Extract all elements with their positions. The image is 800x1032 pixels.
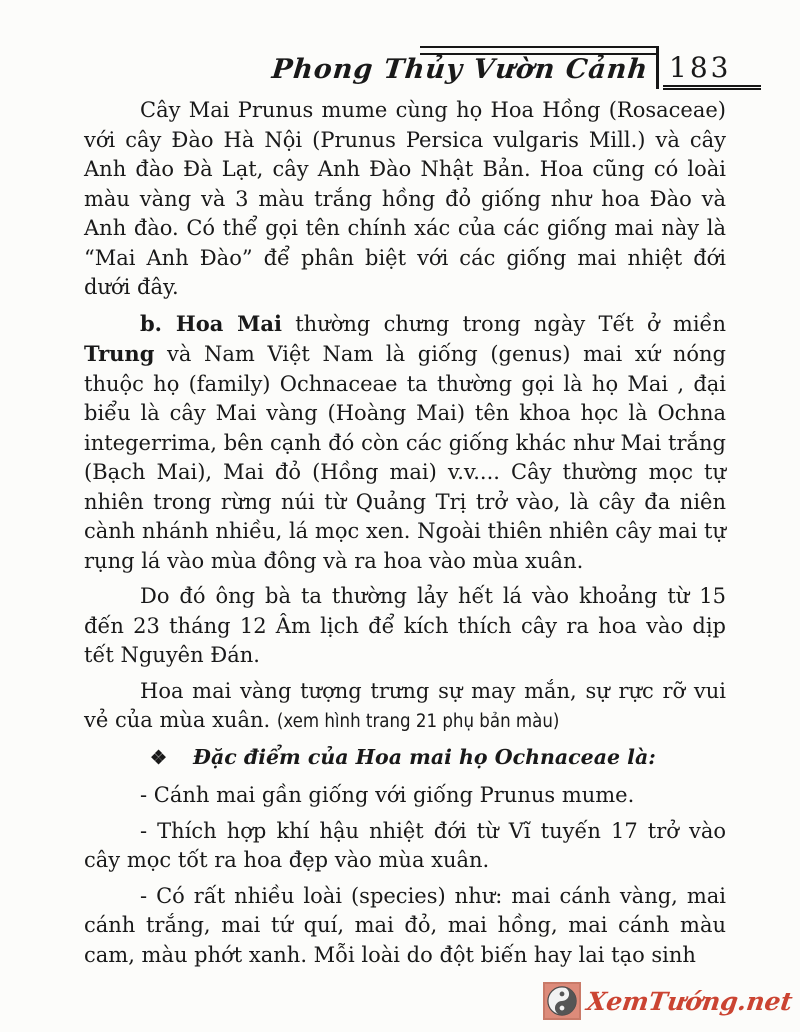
paragraph-am-lich: Do đó ông bà ta thường lảy hết lá vào khoảng từ 15 đến 23 tháng 12 Âm lịch để kích thích cây ra hoa vào dịp tết Nguyên Đán. <box>84 584 726 667</box>
yin-yang-icon <box>547 986 577 1016</box>
feature-heading-text: Đặc điểm của Hoa mai họ Ochnaceae là: <box>193 744 656 769</box>
diamond-bullet-icon: ❖ <box>150 746 168 769</box>
page-body <box>84 96 726 976</box>
page-number: 183 <box>663 51 761 90</box>
paragraph-hoa-mai <box>84 309 726 577</box>
list-item-canh-mai: - Cánh mai gần giống với giống Prunus mume. <box>140 783 635 807</box>
paragraph-lead-bold: b. Hoa Mai <box>140 310 283 336</box>
list-item-khi-hau: - Thích hợp khí hậu nhiệt đới từ Vĩ tuyến 17 trở vào cây mọc tốt ra hoa đẹp vào mùa xuân. <box>84 818 726 872</box>
yin-yang-icon <box>543 982 581 1020</box>
watermark <box>543 982 795 1020</box>
feature-heading <box>84 743 726 774</box>
paragraph-text: thường chưng trong ngày Tết ở miền <box>282 311 726 336</box>
watermark-site-name: XemTướng.net <box>584 986 795 1016</box>
header-vertical-rule <box>656 46 659 89</box>
paragraph-text: và Nam Việt Nam là giống (genus) mai xứ nóng thuộc họ (family) Ochnaceae ta thường gọi là họ Mai , đại biểu là cây Mai vàng (Hoàng Mai) tên khoa học là Ochna integerrima, bên cạnh đó còn các giống khác như Mai trắng (Bạch Mai), Mai đỏ (Hồng mai) v.v.... Cây thường mọc tự nhiên trong rừng núi từ Quảng Trị trở vào, là cây đa niên cành nhánh nhiều, lá mọc xen. Ngoài thiên nhiên cây mai tự rụng lá vào mùa đông và ra hoa vào mùa xuân. <box>84 342 726 573</box>
list-item-nhieu-loai: - Có rất nhiều loài (species) như: mai cánh vàng, mai cánh trắng, mai tứ quí, mai đỏ, mai hồng, mai cánh màu cam, màu phớt xanh. Mỗi loài do đột biến hay lai tạo sinh <box>84 883 726 967</box>
paragraph-mai-prunus: Cây Mai Prunus mume cùng họ Hoa Hồng (Rosaceae) với cây Đào Hà Nội (Prunus Persica vulgaris Mill.) và cây Anh đào Đà Lạt, cây Anh Đào Nhật Bản. Hoa cũng có loài màu vàng và 3 màu trắng hồng đỏ giống như hoa Đào và Anh đào. Có thể gọi tên chính xác của các giống mai này là “Mai Anh Đào” để phân biệt với các giống mai nhiệt đới dưới đây. <box>84 98 726 299</box>
running-header-title: Phong Thủy Vườn Cảnh <box>270 54 650 85</box>
paragraph-may-man <box>84 677 726 737</box>
bold-word: Trung <box>84 341 155 366</box>
figure-reference-note: (xem hình trang 21 phụ bản màu) <box>276 711 560 732</box>
paragraph-text: Hoa mai vàng tượng trưng sự may mắn, sự rực rỡ vui vẻ của mùa xuân. <box>84 678 726 732</box>
